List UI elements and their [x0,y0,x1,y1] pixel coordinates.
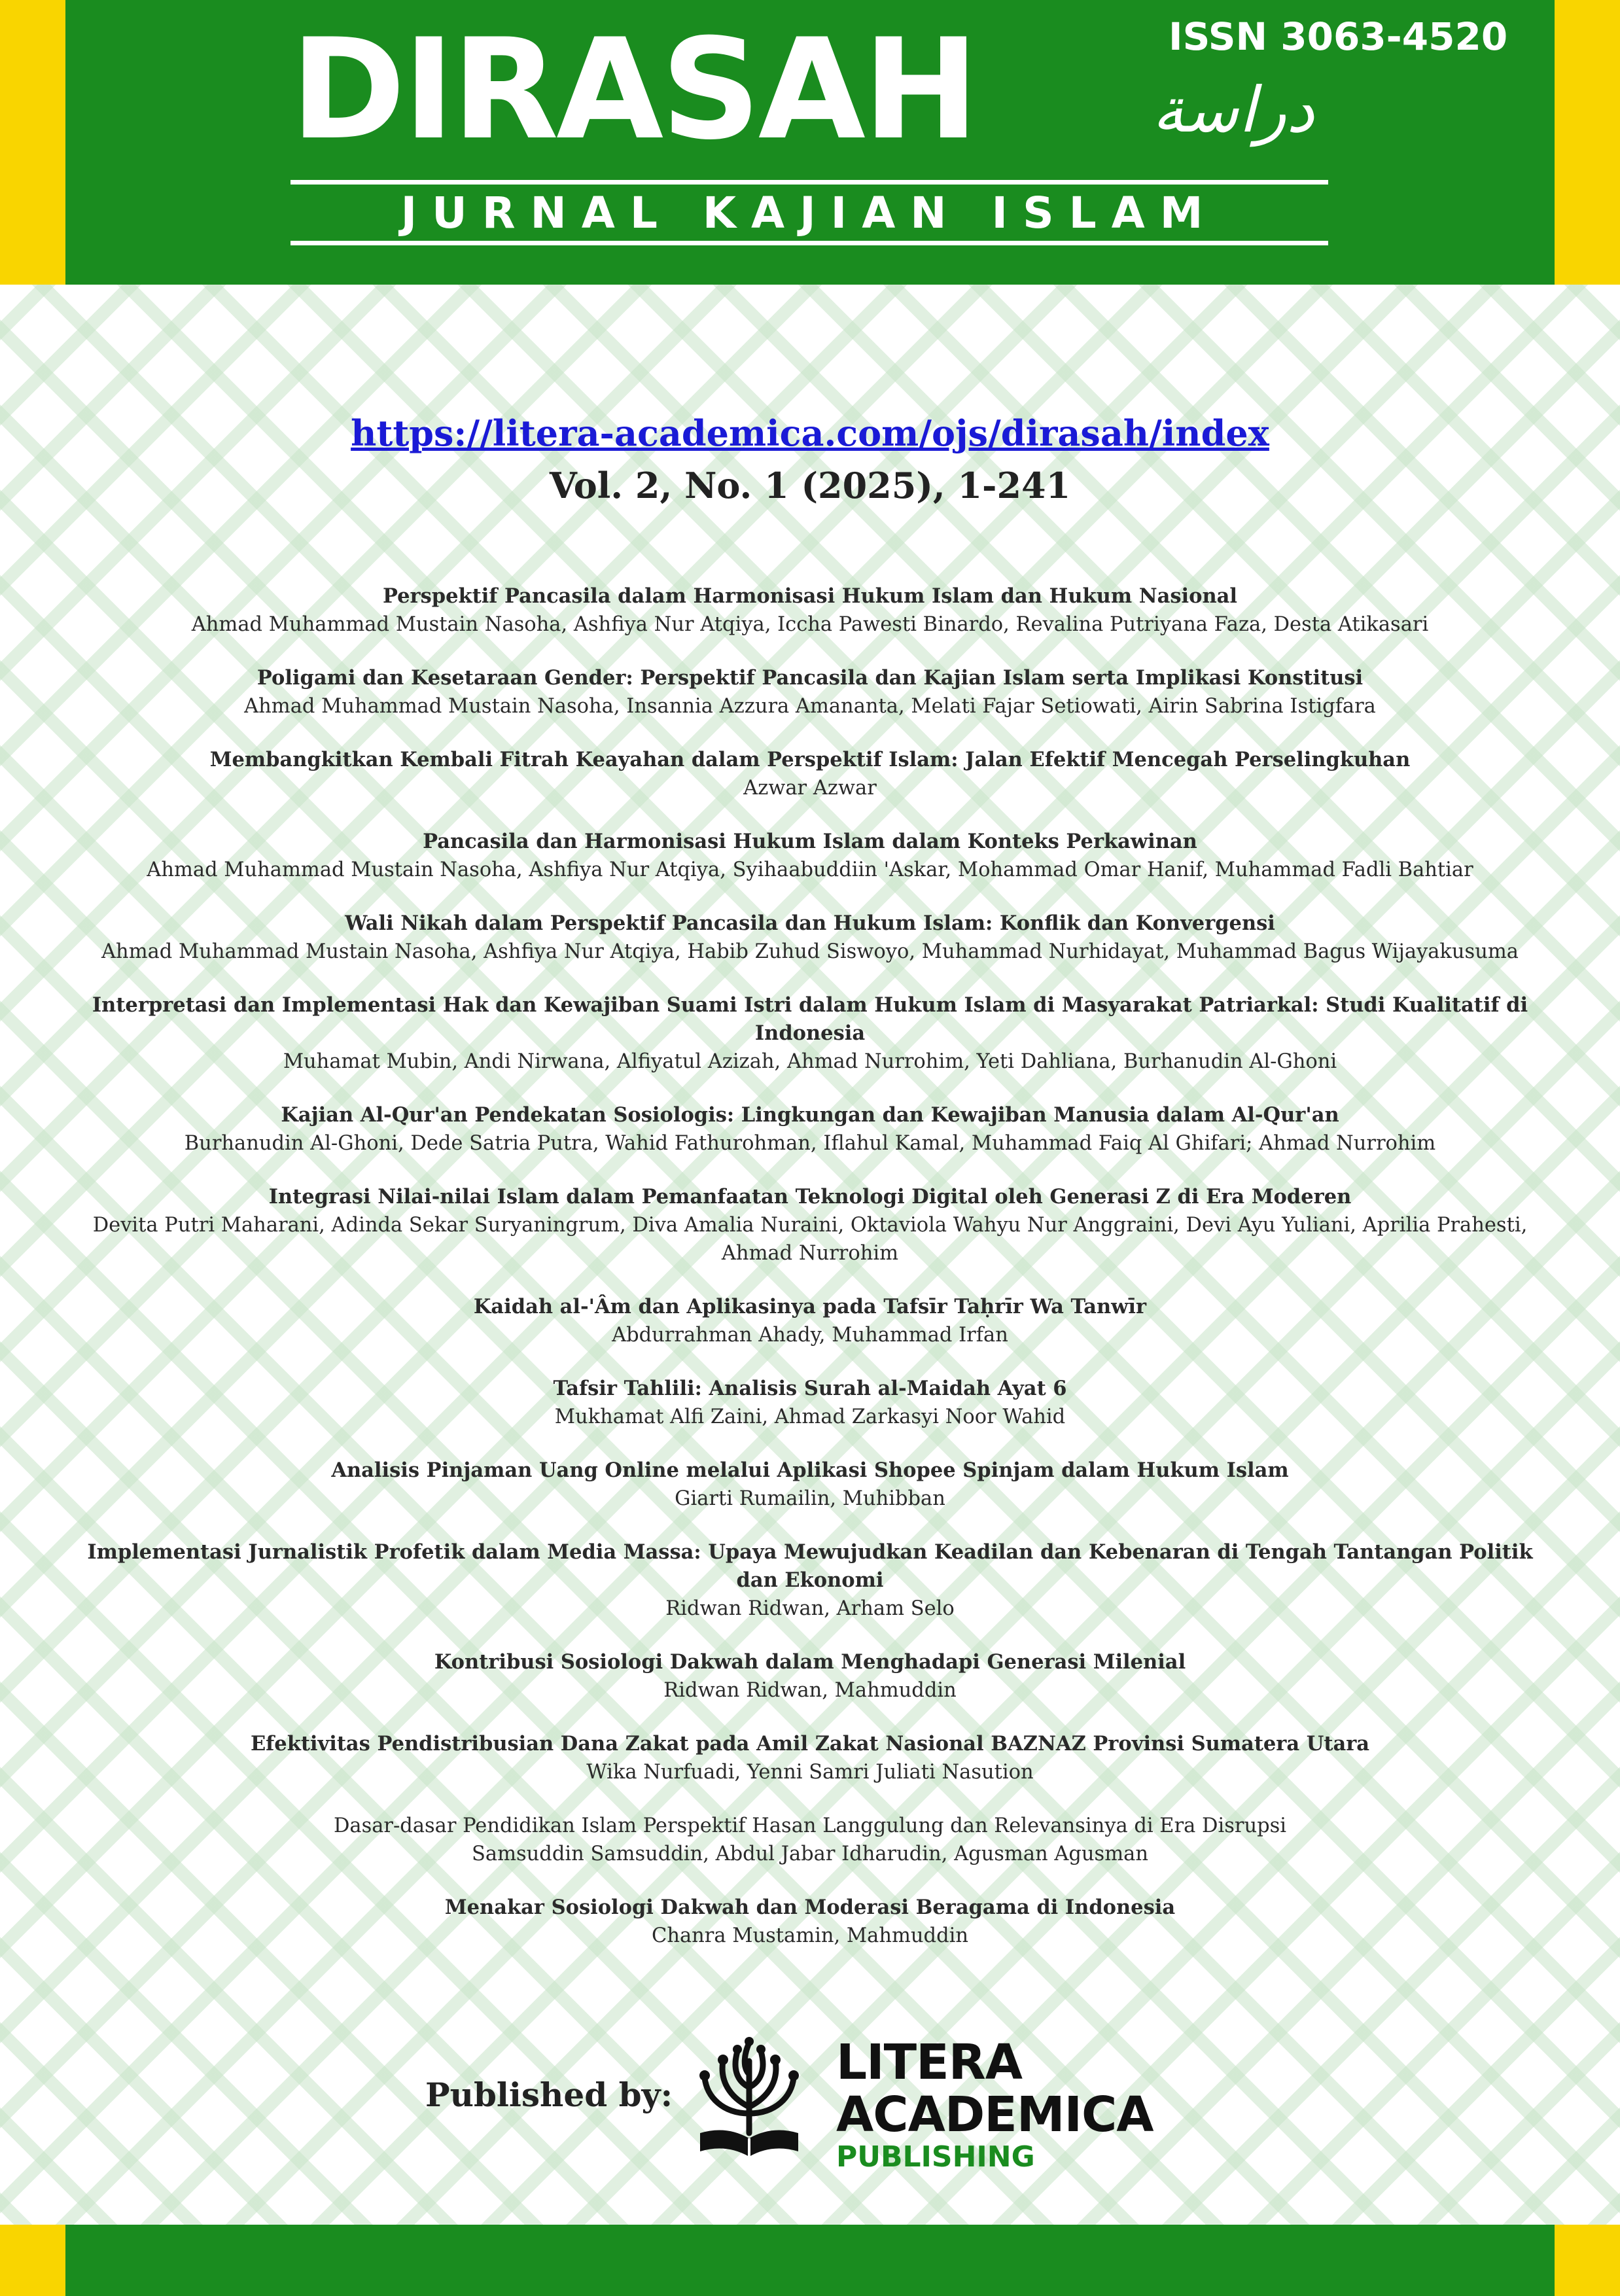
publisher-name-line2: ACADEMICA [836,2087,1153,2143]
article-item [85,910,1535,966]
article-title: Pancasila dan Harmonisasi Hukum Islam dalam Konteks Perkawinan [423,830,1197,853]
article-item [85,664,1535,720]
journal-title: DIRASAH [291,9,977,170]
article-title: Dasar-dasar Pendidikan Islam Perspektif Hasan Langgulung dan Relevansinya di Era Disrupsi [333,1814,1287,1837]
article-item [85,1538,1535,1623]
issn: ISSN 3063-4520 [1169,14,1508,59]
publisher-name-line1: LITERA [836,2034,1022,2091]
published-by-label: Published by: [425,2075,673,2114]
tree-book-icon [690,2035,808,2159]
footer-accent-right [1555,2225,1620,2296]
article-title: Kajian Al-Qur'an Pendekatan Sosiologis: Lingkungan dan Kewajiban Manusia dalam Al-Qur'an [281,1103,1339,1127]
article-title: Implementasi Jurnalistik Profetik dalam Media Massa: Upaya Mewujudkan Keadilan dan Kebenaran di Tengah Tantangan Politik dan Ekonomi [87,1540,1533,1592]
article-item [85,1101,1535,1157]
article-item [85,828,1535,884]
subtitle-rule-bottom [291,241,1328,245]
article-authors: Ridwan Ridwan, Arham Selo [665,1597,955,1620]
article-title: Menakar Sosiologi Dakwah dan Moderasi Beragama di Indonesia [444,1896,1176,1919]
subtitle-rule-top [291,180,1328,185]
article-authors: Samsuddin Samsuddin, Abdul Jabar Idharudin, Agusman Agusman [472,1843,1148,1865]
article-item [85,1648,1535,1704]
article-authors: Ahmad Muhammad Mustain Nasoha, Insannia Azzura Amananta, Melati Fajar Setiowati, Airin Sabrina Istigfara [244,695,1376,718]
footer-accent-left [0,2225,65,2296]
article-item [85,991,1535,1076]
publisher-name [836,2036,1153,2174]
article-item [85,1894,1535,1950]
article-authors: Devita Putri Maharani, Adinda Sekar Suryaningrum, Diva Amalia Nuraini, Oktaviola Wahyu Nur Anggraini, Devi Ayu Yuliani, Aprilia Prahesti, Ahmad Nurrohim [92,1214,1528,1265]
journal-subtitle: JURNAL KAJIAN ISLAM [400,188,1218,238]
article-authors: Giarti Rumailin, Muhibban [675,1487,945,1510]
article-item [85,582,1535,639]
article-authors: Chanra Mustamin, Mahmuddin [651,1924,968,1947]
article-item [85,1293,1535,1349]
article-title: Interpretasi dan Implementasi Hak dan Kewajiban Suami Istri dalam Hukum Islam di Masyarakat Patriarkal: Studi Kualitatif di Indonesia [92,993,1528,1045]
article-item [85,1183,1535,1267]
footer-band [0,2225,1620,2296]
article-list [85,582,1535,1975]
article-authors: Ahmad Muhammad Mustain Nasoha, Ashfiya Nur Atqiya, Habib Zuhud Siswoyo, Muhammad Nurhidayat, Muhammad Bagus Wijayakusuma [101,940,1519,963]
journal-url-link[interactable]: https://litera-academica.com/ojs/dirasah/index [351,412,1269,454]
article-item [85,1457,1535,1513]
article-title: Perspektif Pancasila dalam Harmonisasi Hukum Islam dan Hukum Nasional [382,584,1238,608]
article-title: Analisis Pinjaman Uang Online melalui Aplikasi Shopee Spinjam dalam Hukum Islam [331,1458,1289,1482]
article-authors: Mukhamat Alfi Zaini, Ahmad Zarkasyi Noor Wahid [554,1405,1066,1428]
article-item [85,1730,1535,1786]
publisher-name-line3: PUBLISHING [836,2140,1035,2174]
article-item [85,1375,1535,1431]
article-title: Membangkitkan Kembali Fitrah Keayahan dalam Perspektif Islam: Jalan Efektif Mencegah Perselingkuhan [209,748,1411,771]
article-authors: Ridwan Ridwan, Mahmuddin [663,1679,957,1702]
article-authors: Muhamat Mubin, Andi Nirwana, Alfiyatul Azizah, Ahmad Nurrohim, Yeti Dahliana, Burhanudin Al-Ghoni [283,1050,1337,1073]
article-authors: Ahmad Muhammad Mustain Nasoha, Ashfiya Nur Atqiya, Iccha Pawesti Binardo, Revalina Putriyana Faza, Desta Atikasari [191,613,1429,636]
article-title: Integrasi Nilai-nilai Islam dalam Pemanfaatan Teknologi Digital oleh Generasi Z di Era Moderen [268,1185,1352,1209]
article-title: Wali Nikah dalam Perspektif Pancasila dan Hukum Islam: Konflik dan Konvergensi [345,911,1275,935]
article-title: Tafsir Tahlili: Analisis Surah al-Maidah Ayat 6 [553,1377,1067,1400]
article-authors: Burhanudin Al-Ghoni, Dede Satria Putra, Wahid Fathurohman, Iflahul Kamal, Muhammad Faiq Al Ghifari; Ahmad Nurrohim [184,1132,1436,1155]
journal-arabic-title: دراسة [1152,73,1314,147]
article-authors: Abdurrahman Ahady, Muhammad Irfan [612,1324,1008,1347]
article-authors: Ahmad Muhammad Mustain Nasoha, Ashfiya Nur Atqiya, Syihaabuddiin 'Askar, Mohammad Omar Hanif, Muhammad Fadli Bahtiar [147,858,1473,881]
article-title: Poligami dan Kesetaraan Gender: Perspektif Pancasila dan Kajian Islam serta Implikasi Konstitusi [256,666,1364,690]
article-title: Kaidah al-'Âm dan Aplikasinya pada Tafsīr Taḥrīr Wa Tanwīr [473,1295,1147,1318]
article-authors: Azwar Azwar [743,777,877,800]
article-title: Efektivitas Pendistribusian Dana Zakat pada Amil Zakat Nasional BAZNAZ Provinsi Sumatera Utara [250,1732,1370,1756]
article-item [85,1812,1535,1868]
header-accent-left [0,0,65,285]
header-accent-right [1555,0,1620,285]
article-title: Kontribusi Sosiologi Dakwah dalam Menghadapi Generasi Milenial [434,1650,1186,1674]
article-authors: Wika Nurfuadi, Yenni Samri Juliati Nasution [586,1761,1034,1784]
article-item [85,746,1535,802]
volume-info: Vol. 2, No. 1 (2025), 1-241 [549,465,1071,506]
